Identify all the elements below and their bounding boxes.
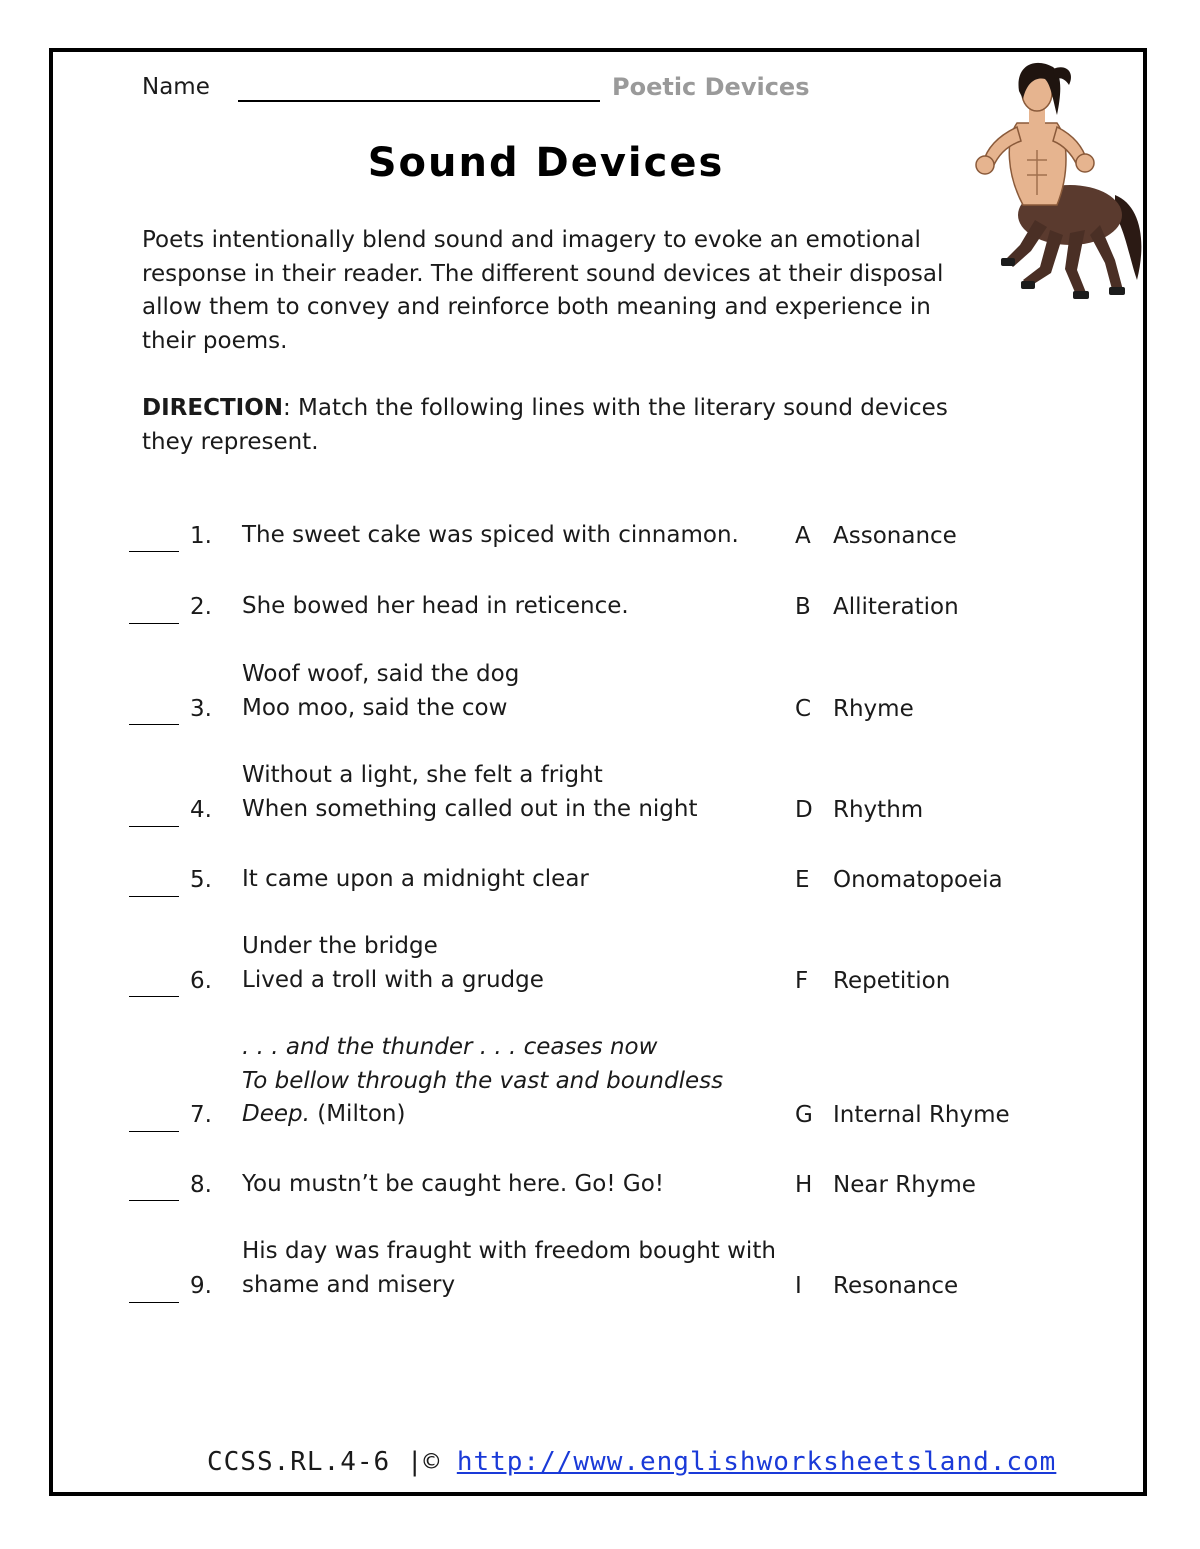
question-number: 5.: [190, 867, 212, 893]
question-line: Woof woof, said the dog: [242, 661, 520, 687]
answer-letter: E: [795, 867, 810, 893]
question-line: Without a light, she felt a fright: [242, 762, 603, 788]
page-title: Sound Devices: [367, 140, 725, 186]
centaur-illustration: [965, 55, 1150, 305]
question-number: 6.: [190, 968, 212, 994]
footer-link[interactable]: http://www.englishworksheetsland.com: [456, 1447, 1057, 1477]
direction-text: : Match the following lines with the literary sound devices they represent.: [142, 395, 948, 455]
question-line: The sweet cake was spiced with cinnamon.: [242, 522, 739, 548]
question-line: To bellow through the vast and boundless: [242, 1068, 724, 1094]
answer-blank[interactable]: [129, 724, 179, 725]
name-label: Name: [142, 74, 210, 100]
question-number: 8.: [190, 1172, 212, 1198]
answer-letter: I: [795, 1273, 802, 1299]
subject-heading: Poetic Devices: [612, 73, 810, 101]
answer-blank[interactable]: [129, 1131, 179, 1132]
question-number: 2.: [190, 594, 212, 620]
intro-paragraph: Poets intentionally blend sound and imagery to evoke an emotional response in their reader. The different sound devices at their disposal allow them to convey and reinforce both meaning and experience in their poems.: [142, 227, 944, 354]
answer-blank[interactable]: [129, 896, 179, 897]
answer-device: Internal Rhyme: [833, 1102, 1010, 1128]
question-line: When something called out in the night: [242, 796, 698, 822]
question-line: Lived a troll with a grudge: [242, 967, 544, 993]
answer-blank[interactable]: [129, 826, 179, 827]
answer-device: Alliteration: [833, 594, 959, 620]
answer-letter: D: [795, 797, 813, 823]
answer-blank[interactable]: [129, 996, 179, 997]
question-line: She bowed her head in reticence.: [242, 593, 629, 619]
quote-end: Deep.: [242, 1101, 310, 1127]
question-number: 4.: [190, 797, 212, 823]
question-line: Moo moo, said the cow: [242, 695, 508, 721]
question-line: It came upon a midnight clear: [242, 866, 589, 892]
name-field-line[interactable]: [238, 100, 600, 102]
answer-letter: G: [795, 1102, 813, 1128]
answer-device: Rhyme: [833, 696, 914, 722]
quote-attribution: (Milton): [309, 1101, 406, 1127]
question-line: His day was fraught with freedom bought with: [242, 1238, 776, 1264]
answer-device: Rhythm: [833, 797, 924, 823]
question-line: shame and misery: [242, 1272, 456, 1298]
direction-paragraph: [142, 392, 1002, 459]
answer-letter: B: [795, 594, 811, 620]
question-line: You mustn’t be caught here. Go! Go!: [242, 1171, 665, 1197]
question-line: . . . and the thunder . . . ceases now: [242, 1034, 658, 1060]
answer-letter: F: [795, 968, 809, 994]
direction-label: DIRECTION: [142, 395, 283, 421]
answer-blank[interactable]: [129, 623, 179, 624]
answer-device: Assonance: [833, 523, 957, 549]
answer-device: Near Rhyme: [833, 1172, 976, 1198]
answer-blank[interactable]: [129, 1200, 179, 1201]
question-line: Under the bridge: [242, 933, 438, 959]
footer: [207, 1447, 1056, 1477]
answer-blank[interactable]: [129, 1302, 179, 1303]
footer-standard: CCSS.RL.4-6 |©: [207, 1447, 457, 1477]
question-number: 7.: [190, 1102, 212, 1128]
question-number: 3.: [190, 696, 212, 722]
question-number: 1.: [190, 523, 212, 549]
answer-letter: C: [795, 696, 812, 722]
answer-device: Resonance: [833, 1273, 959, 1299]
answer-device: Repetition: [833, 968, 951, 994]
answer-letter: A: [795, 523, 811, 549]
answer-device: Onomatopoeia: [833, 867, 1003, 893]
answer-blank[interactable]: [129, 551, 179, 552]
question-line: [242, 1098, 405, 1132]
question-number: 9.: [190, 1273, 212, 1299]
answer-letter: H: [795, 1172, 813, 1198]
